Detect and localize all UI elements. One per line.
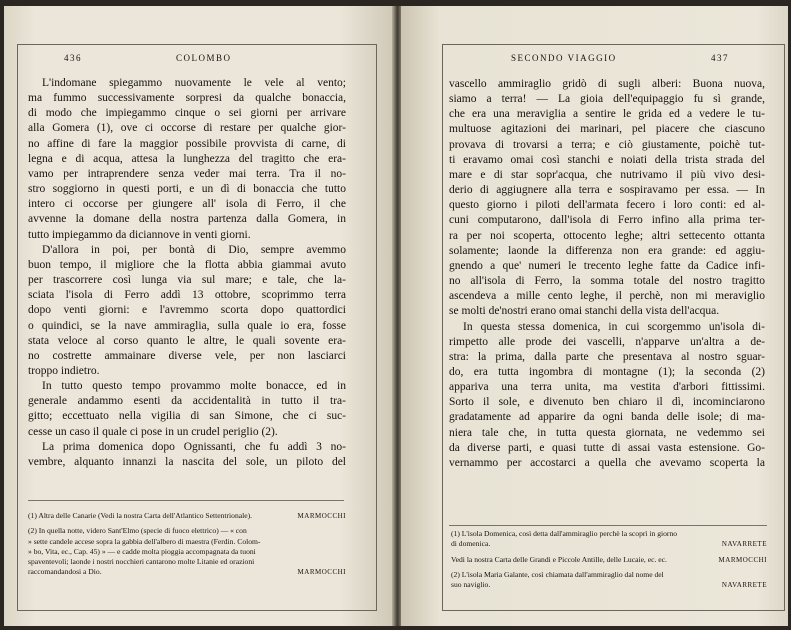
text-line: buon tempo, il migliore che la flotta abbia giammai avuto [28,258,346,271]
footnote-line: di domenica. NAVARRETE [451,539,767,549]
footnote-rule [449,525,767,526]
text-line: do, era tutta ingombra di montagne (1); la seconda (2) [449,365,765,378]
footnote-rule [28,500,344,501]
text-line: ma fummo successivamente sorpresi da qualche bonaccia, [28,92,346,105]
text-line: La prima domenica dopo Ognissanti, che fu addì 3 no- [42,440,346,453]
text-line: ra per noi scoperta, ottocento leghe; altri settecento ottanta [449,229,765,242]
footnote-line: (1) Altra delle Canarie (Vedi la nostra Carta dell'Atlantico Settentrionale). MARMOCCHI [28,511,346,520]
footnote-signature: MARMOCCHI [297,512,346,520]
footnote-line: raccomandandosi a Dio. MARMOCCHI [28,567,346,577]
text-line: dopo venti giorni: e l'avremmo scorta dopo quattordici [28,304,346,317]
text-line: stata veloce al corso quanto le altre, le quali sovente era- [28,334,346,347]
text-line: di modo che impiegammo cinque o sei giorni per arrivare [28,107,346,120]
text-line: vembre, alquanto innanzi la nascita del sole, un piloto del [28,455,346,468]
text-line: no affine di fare la maggior possibile provvista di carne, di [28,137,346,150]
text-line: alla Gomera (1), ove ci occorse di restare per qualche gior- [28,122,346,135]
text-line: vamo per intraprendere senza veder mai terra. Tra il no- [28,167,346,180]
text-line: In questa stessa domenica, in cui scorgemmo un'isola di- [463,320,765,333]
text-line: cuni computarono, dall'isola di Ferro infino alla prima ter- [449,214,765,227]
text-line: ti eravamo omai così stanchi e noiati della trista strada del [449,153,765,166]
text-line: gnendo a que' numeri le trecento leghe fatte da Cadice infi- [449,259,765,272]
text-line: stra: la prima, dalla parte che presentava al nostro sguar- [449,350,765,363]
text-line: siamo a terra! — La gioia dell'equipaggio fu sì grande, [449,93,765,106]
open-book-scan [4,6,788,626]
text-line: vernammo per accostarci a quella che avevamo scoperta la [449,456,765,469]
text-line: per trascorrere così lunga via sul mare; e tale, che la- [28,274,346,287]
text-line: L'indomane spiegammo nuovamente le vele al vento; [42,77,346,89]
body-text [28,76,346,470]
text-line: avvenne la domane della nostra partenza dalla Gomera, in [28,213,346,226]
footnote-signature: NAVARRETE [721,581,767,590]
footnotes [451,529,767,590]
footnote-line: (2) L'isola Maria Galante, così chiamata dall'ammiraglio dal nome del [451,569,664,579]
text-line: che era una meraviglia a sentire le grida ed a vedere le tu- [449,108,765,121]
text-line: multuose agitazioni dei marinari, pel piacere che ciascuno [449,123,765,136]
text-line: stro soggiorno in questi porti, e un dì di bonaccia che tutto [28,183,346,196]
text-line: tutto impiegammo da diciannove in venti giorni. [28,228,251,241]
footnote-signature: NAVARRETE [721,540,767,549]
text-line: intero ci occorse per giungere all' isola di Ferro, il che [28,198,346,211]
text-line: solamente; laonde la differenza non era grande: ed aggiu- [449,244,765,257]
footnote-line: spaventevoli; laonde i nostri nocchieri cantarono molte Litanie ed orazioni [28,557,255,567]
text-line: D'allora in poi, per bontà di Dio, sempre avemmo [42,243,346,256]
left-page [4,6,394,626]
text-line: no all'isola di Ferro, la somma totale del nostro tragitto [449,275,765,288]
text-line: Sorto il sole, e divenuto ben chiaro il dì, incominciarono [449,396,765,409]
footnote-line: (1) L'isola Domenica, così detta dall'ammiraglio perchè la scoprì in giorno [451,529,678,538]
text-line: ascendeva a mille cento leghe, il perchè, non mi meraviglio [449,290,765,303]
text-line: niera tale che, in tutta questa giornata, ne vedemmo sei [449,426,765,439]
right-page [401,6,788,626]
text-line: se molti de'nostri erano omai stanchi della vista dell'acqua. [449,305,720,318]
footnotes [28,511,346,578]
body-text [449,77,765,471]
text-line: da diverse parti, e quasi tutte di assai vasta estensione. Go- [449,441,765,454]
text-line: cesse un caso il quale ci pose in un crudel periglio (2). [28,425,278,438]
running-title: SECONDO VIAGGIO [511,53,617,63]
page-number: 436 [64,53,82,63]
text-line: legna e di acqua, attesa la lunghezza del tragitto che era- [28,152,346,165]
text-line: mare e di star sopr'acqua, che nutrivamo il più vivo desi- [449,168,765,181]
text-line: rimpetto alle prode dei vascelli, n'apparve un'altra a de- [449,335,765,348]
text-line: In tutto questo tempo provammo molte bonacce, ed in [42,380,346,393]
footnote-signature: MARMOCCHI [297,568,346,577]
footnote-line: » bo, Vita, ec., Cap. 45) » — e cadde molta pioggia accompagnata da tuoni [28,546,256,556]
text-line: appariva una terra unita, ma vestita d'arbori fittissimi. [449,381,765,394]
footnote-line: » sette candele accese sopra la gabbia dell'albero di maestra (Ferdin. Colom- [28,536,261,546]
footnote-signature: MARMOCCHI [718,555,767,564]
footnote-line: suo naviglio. NAVARRETE [451,580,767,590]
running-title: COLOMBO [176,53,232,63]
text-line: no costrette ammainare diverse vele, per non lasciarci [28,349,346,362]
footnote-line: Vedi la nostra Carta delle Grandi e Piccole Antille, delle Lucaie, ec. ec. MARMOCCHI [451,554,767,564]
text-line: questo giorno i piloti dell'armata fecero i loro conti: ed al- [449,199,765,212]
text-line: troppo indietro. [28,364,100,377]
text-line: gitto; eccettuato nella vigilia di san Simone, che ci suc- [28,410,346,423]
text-line: o quindici, se la nave ammiraglia, sulla quale io era, fosse [28,319,346,332]
page-number: 437 [711,53,729,63]
footnote-line: (2) In quella notte, videro Sant'Elmo (specie di fuoco elettrico) — « con [28,526,247,536]
text-line: vascello ammiraglio gridò di sugli alberi: Buona nuova, [449,78,765,90]
text-line: sciata l'isola di Ferro addì 13 ottobre, scoprimmo terra [28,289,346,302]
text-line: provava di trovarsi a terra; e ciò giustamente, poichè tut- [449,138,765,151]
text-line: derio di aggiugnere alla terra e sospiravamo per essa. — In [449,184,765,197]
text-line: generale andammo esenti da accidentalità in tutto il tra- [28,395,346,408]
text-line: gradatamente ad apparire da ogni banda delle isole; di ma- [449,411,765,424]
